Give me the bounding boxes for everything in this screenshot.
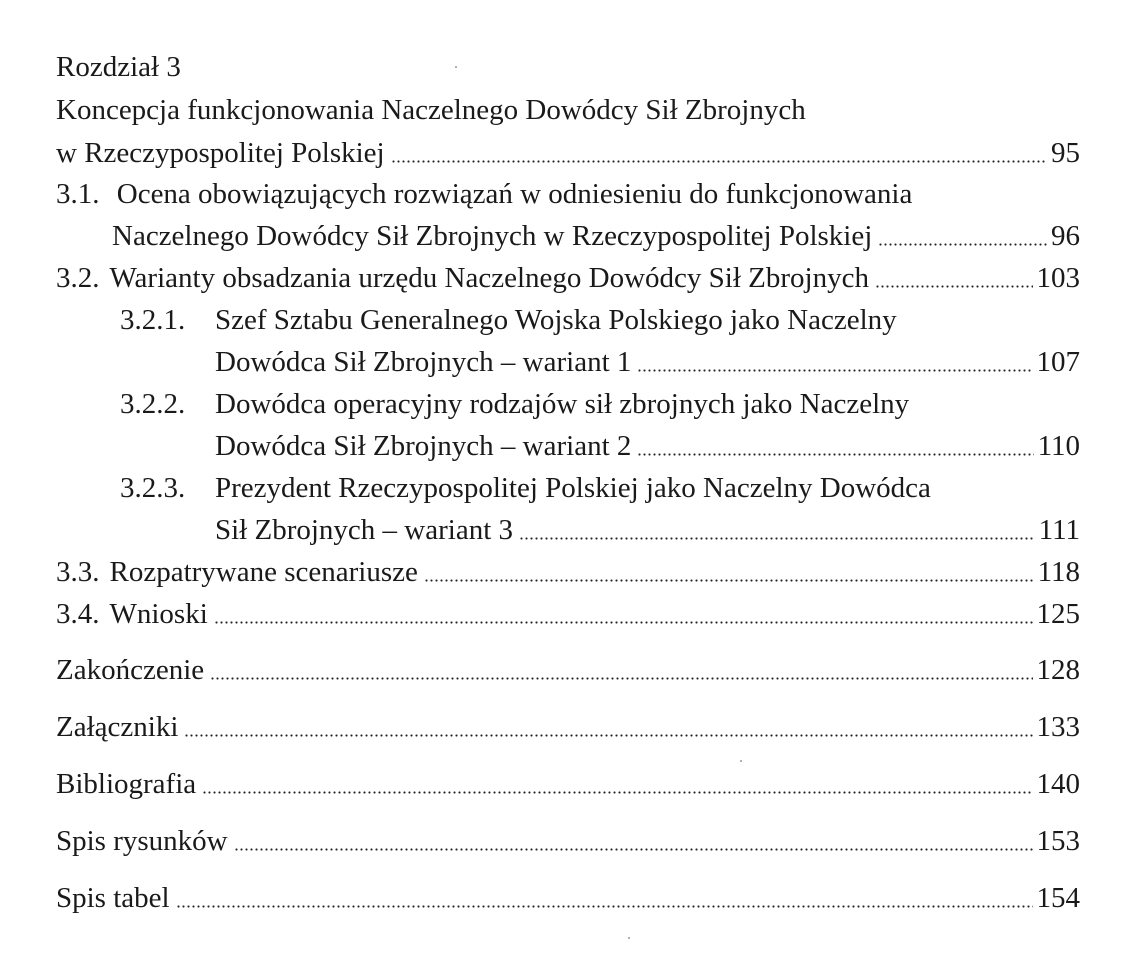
dot-leader: [176, 905, 1033, 908]
toc-entry-3-2-2: [120, 384, 1080, 424]
toc-entry-zalaczniki: [56, 707, 1080, 747]
page-number: 103: [1036, 262, 1080, 294]
dot-leader: [202, 791, 1032, 794]
entry-title: Spis tabel: [56, 882, 170, 914]
section-number: 3.2.2.: [120, 388, 186, 420]
page-number: 140: [1036, 768, 1080, 800]
page-number: 96: [1051, 220, 1080, 252]
entry-title: Zakończenie: [56, 654, 205, 686]
toc-entry-3-2-1-continued: [215, 342, 1080, 382]
dot-leader: [424, 579, 1034, 582]
section-number: 3.4.: [56, 598, 100, 630]
page-number: 133: [1036, 711, 1080, 743]
page-number: 118: [1037, 556, 1080, 588]
dot-leader: [210, 677, 1032, 680]
toc-entry-spis-rysunkow: [56, 821, 1080, 861]
page-number: 107: [1036, 346, 1080, 378]
entry-title: Załączniki: [56, 711, 179, 743]
chapter-title-entry: [56, 133, 1080, 173]
chapter-label: Rozdział 3: [56, 51, 181, 83]
toc-entry-3-1-continued: [112, 216, 1080, 256]
section-title: Szef Sztabu Generalnego Wojska Polskiego jako Naczelny: [215, 304, 897, 336]
page-number: 153: [1036, 825, 1080, 857]
toc-entry-spis-tabel: [56, 878, 1080, 918]
dot-leader: [637, 453, 1033, 456]
scan-speck: [455, 66, 457, 68]
section-title: Wnioski: [109, 598, 208, 630]
toc-entry-3-2-3: [120, 468, 1080, 508]
dot-leader: [184, 734, 1032, 737]
toc-entry-3-3: [56, 552, 1080, 592]
page-number: 95: [1051, 137, 1080, 169]
dot-leader: [875, 285, 1033, 288]
toc-entry-3-4: [56, 594, 1080, 634]
section-number: 3.2.: [56, 262, 100, 294]
dot-leader: [391, 160, 1047, 163]
dot-leader: [214, 621, 1033, 624]
section-title-continued: Dowódca Sił Zbrojnych – wariant 2: [215, 430, 632, 462]
chapter-title: Koncepcja funkcjonowania Naczelnego Dowódcy Sił Zbrojnych: [56, 94, 806, 126]
entry-title: Spis rysunków: [56, 825, 228, 857]
toc-entry-zakonczenie: [56, 650, 1080, 690]
toc-entry-bibliografia: [56, 764, 1080, 804]
chapter-title-continued: w Rzeczypospolitej Polskiej: [56, 137, 385, 169]
toc-entry-3-2-3-continued: [215, 510, 1080, 550]
dot-leader: [519, 537, 1035, 540]
section-number: 3.1.: [56, 178, 100, 210]
section-title: Prezydent Rzeczypospolitej Polskiej jako Naczelny Dowódca: [215, 472, 931, 504]
scan-speck: [628, 937, 630, 939]
section-number: 3.2.3.: [120, 472, 186, 504]
page-number: 125: [1036, 598, 1080, 630]
section-title: Rozpatrywane scenariusze: [109, 556, 418, 588]
page-number: 111: [1038, 514, 1080, 546]
page-number: 128: [1036, 654, 1080, 686]
section-title-continued: Naczelnego Dowódcy Sił Zbrojnych w Rzeczypospolitej Polskiej: [112, 220, 873, 252]
section-title-continued: Sił Zbrojnych – wariant 3: [215, 514, 514, 546]
page-number: 110: [1037, 430, 1080, 462]
dot-leader: [637, 369, 1032, 372]
entry-title: Bibliografia: [56, 768, 197, 800]
toc-entry-3-2-1: [120, 300, 1080, 340]
section-number: 3.3.: [56, 556, 100, 588]
dot-leader: [234, 848, 1033, 851]
section-number: 3.2.1.: [120, 304, 186, 336]
toc-entry-3-2: [56, 258, 1080, 298]
section-title: Warianty obsadzania urzędu Naczelnego Dowódcy Sił Zbrojnych: [109, 262, 869, 294]
scan-speck: [740, 760, 742, 762]
section-title: Ocena obowiązujących rozwiązań w odniesieniu do funkcjonowania: [116, 178, 913, 210]
page-number: 154: [1036, 882, 1080, 914]
dot-leader: [878, 243, 1047, 246]
toc-entry-3-1: [56, 174, 1080, 214]
section-title: Dowódca operacyjny rodzajów sił zbrojnych jako Naczelny: [215, 388, 910, 420]
toc-entry-3-2-2-continued: [215, 426, 1080, 466]
section-title-continued: Dowódca Sił Zbrojnych – wariant 1: [215, 346, 632, 378]
